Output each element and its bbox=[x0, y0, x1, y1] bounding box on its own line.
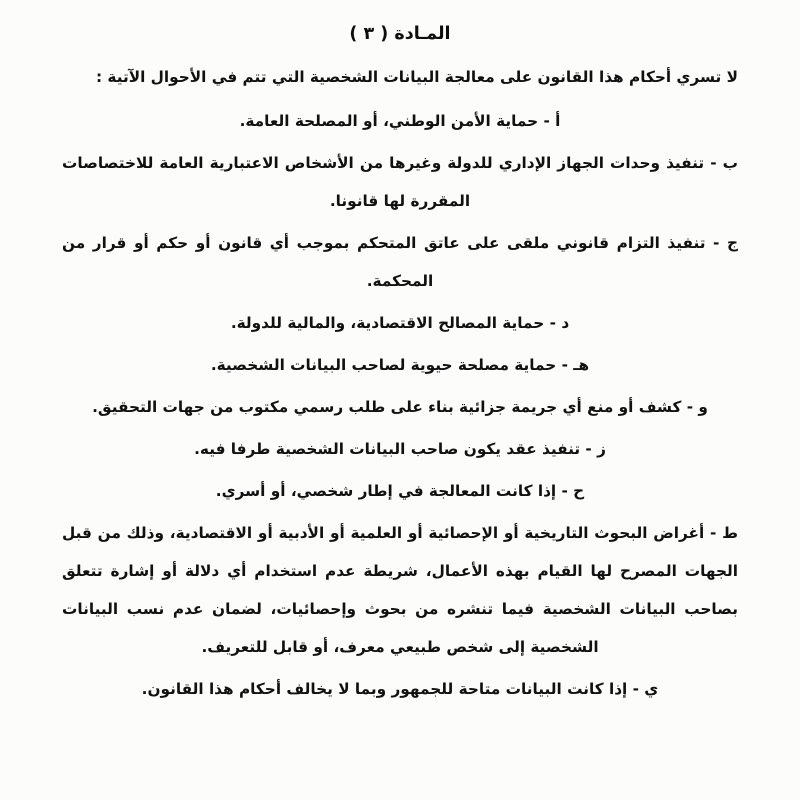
clause-item-tta: ط - أغراض البحوث التاريخية أو الإحصائية أو العلمية أو الأدبية أو الاقتصادية، وذلك من قبل الجهات المصرح لها القيام بهذه الأعمال، شريطة عدم استخدام أي دلالة أو إشارة تتعلق بصاحب البيانات الشخصية فيما تنشره من بحوث وإحصائيات، لضمان عدم نسب البيانات الشخصية إلى شخص طبيعي معرف، أو قابل للتعريف. bbox=[62, 524, 738, 656]
article-body bbox=[62, 58, 738, 712]
clause-item-alef: أ - حماية الأمن الوطني، أو المصلحة العامة. bbox=[239, 112, 561, 130]
clause-item-waw: و - كشف أو منع أي جريمة جزائية بناء على طلب رسمي مكتوب من جهات التحقيق. bbox=[92, 398, 708, 416]
page-title: المـادة ( ٣ ) bbox=[349, 23, 451, 44]
clause-item-zay: ز - تنفيذ عقد يكون صاحب البيانات الشخصية طرفا فيه. bbox=[194, 440, 606, 458]
article-intro-paragraph: لا تسري أحكام هذا القانون على معالجة البيانات الشخصية التي تتم في الأحوال الآتية : bbox=[95, 68, 738, 86]
clause-item-ha: هـ - حماية مصلحة حيوية لصاحب البيانات الشخصية. bbox=[210, 356, 590, 374]
clause-item-jeem: ج - تنفيذ التزام قانوني ملقى على عاتق المتحكم بموجب أي قانون أو حكم أو قرار من المحكمة. bbox=[62, 234, 738, 290]
clause-item-dal: د - حماية المصالح الاقتصادية، والمالية للدولة. bbox=[230, 314, 570, 332]
clause-item-ba: ب - تنفيذ وحدات الجهاز الإداري للدولة وغيرها من الأشخاص الاعتبارية العامة للاختصاصات المقررة لها قانونا. bbox=[62, 154, 738, 210]
clause-item-ya: ي - إذا كانت البيانات متاحة للجمهور وبما لا يخالف أحكام هذا القانون. bbox=[141, 680, 659, 698]
clause-item-hha: ح - إذا كانت المعالجة في إطار شخصي، أو أسري. bbox=[215, 482, 585, 500]
